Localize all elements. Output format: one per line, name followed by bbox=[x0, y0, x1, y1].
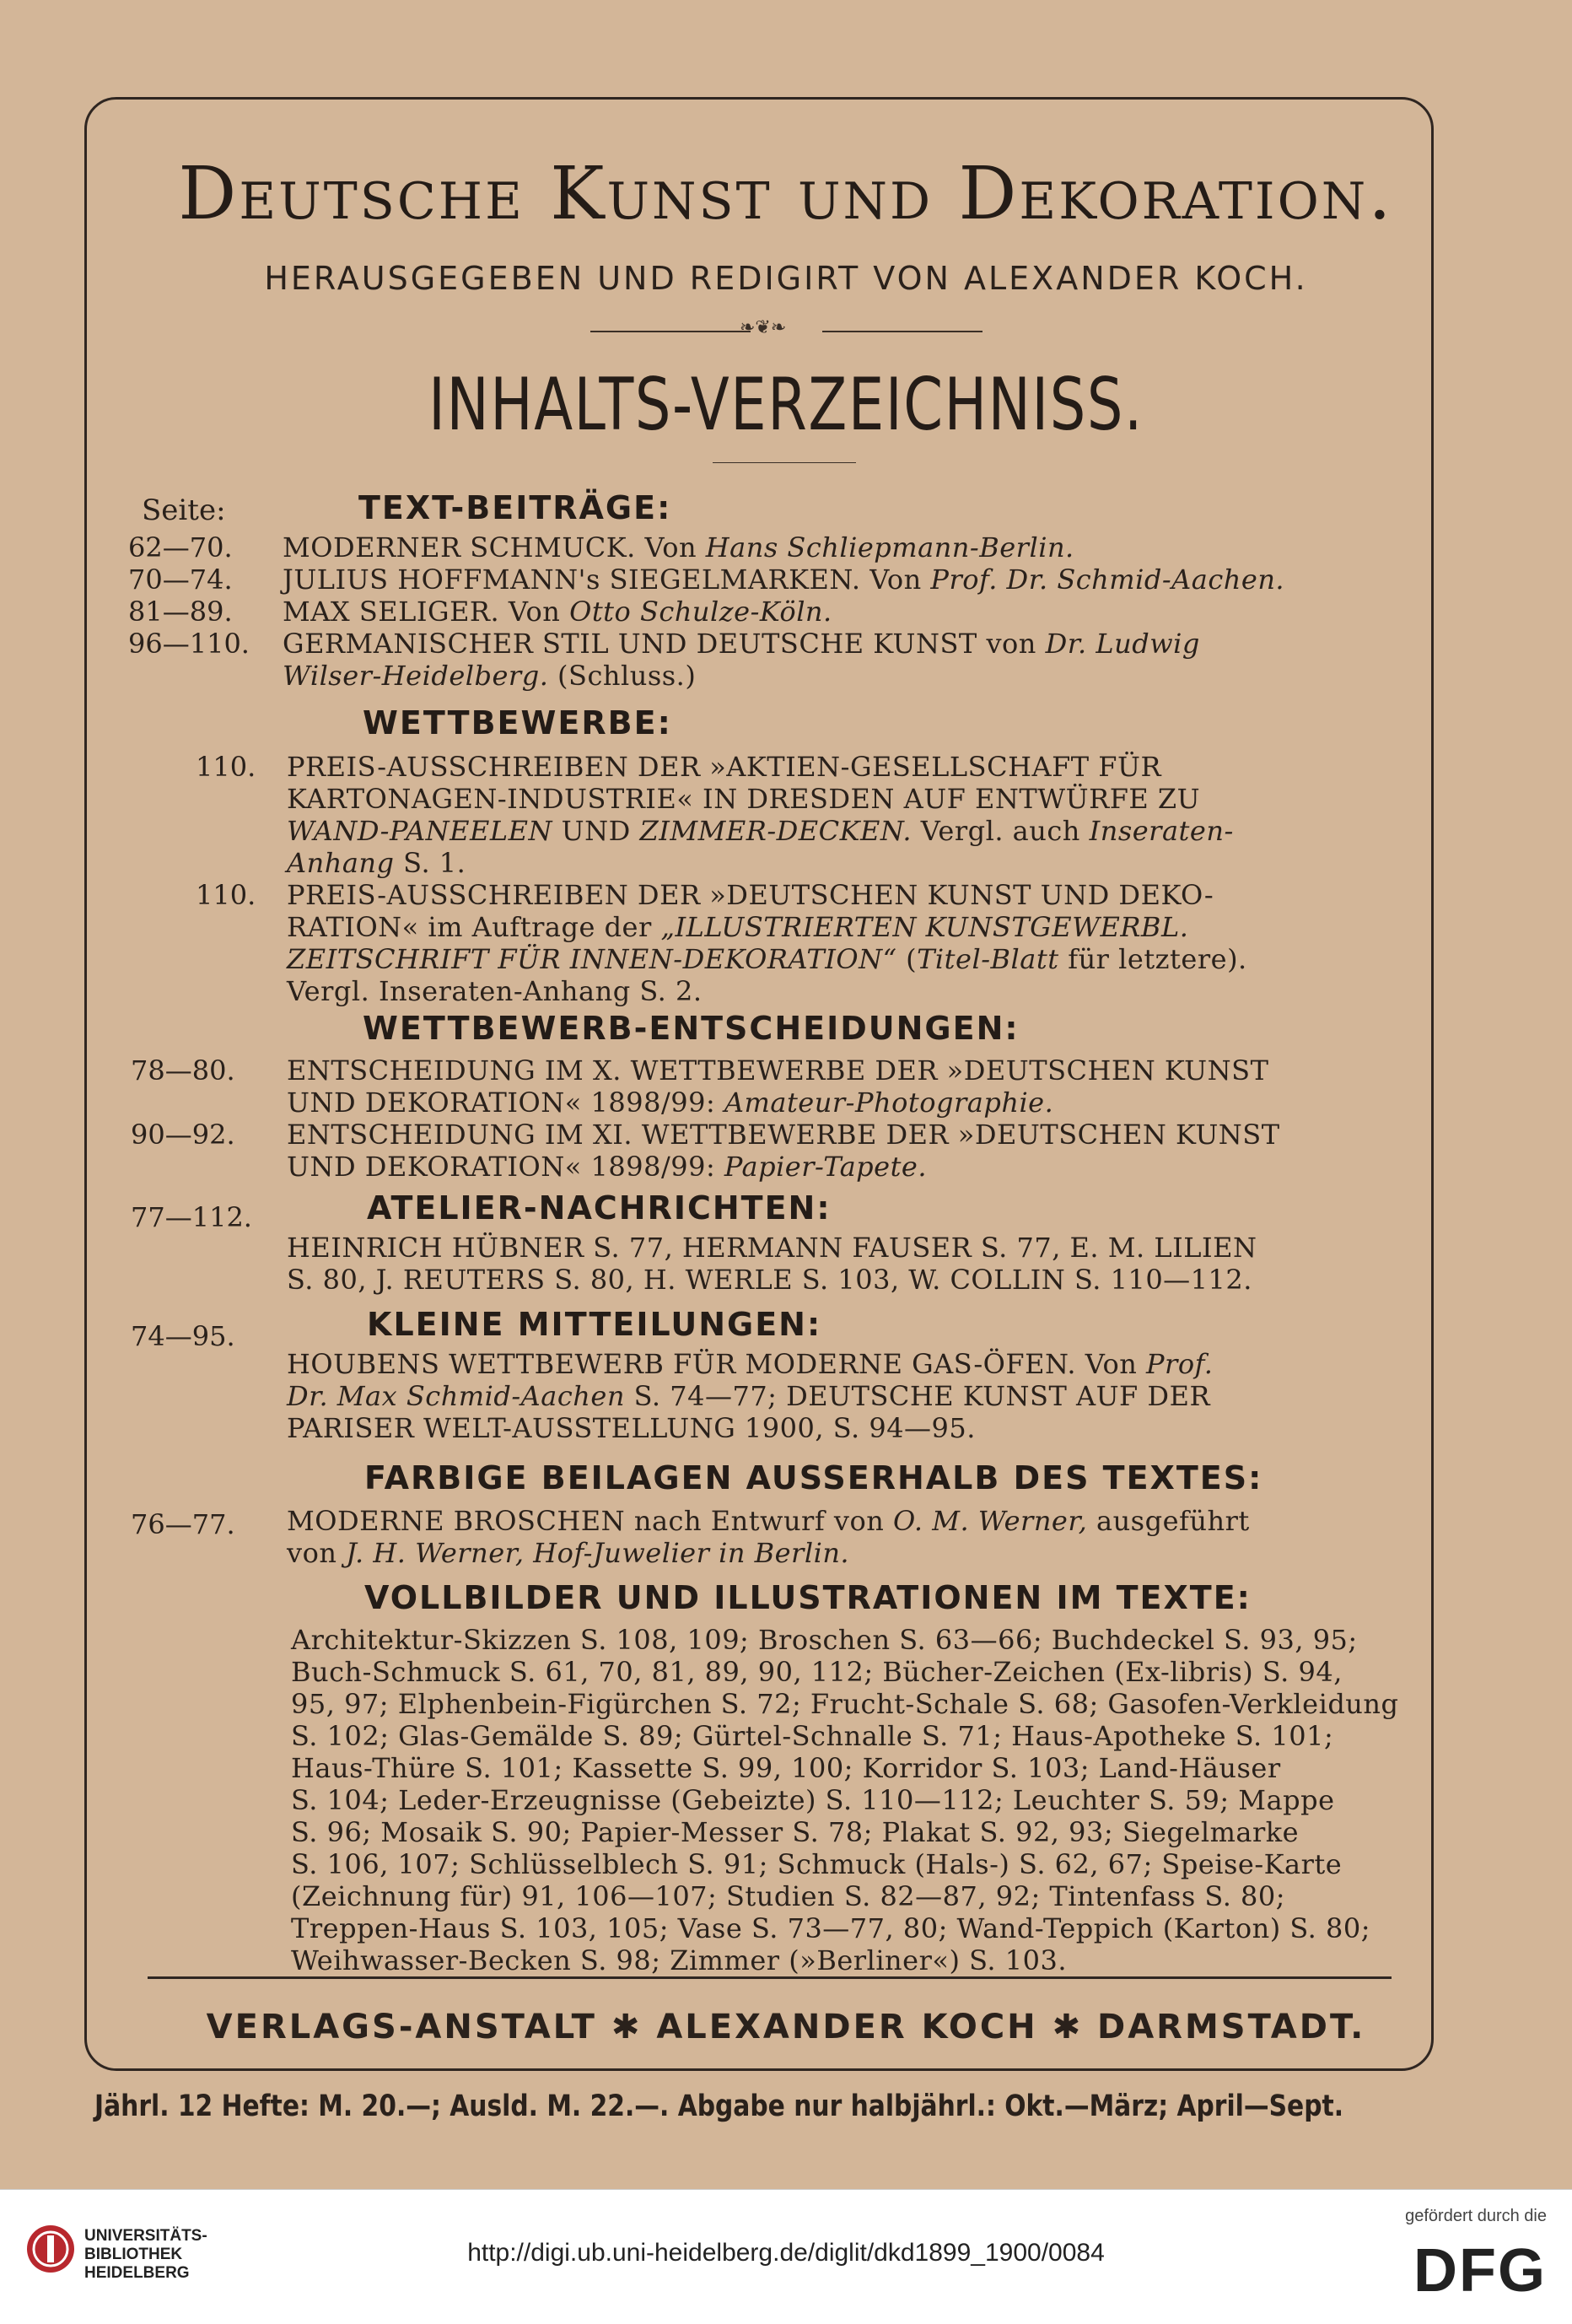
entry-page: 110. bbox=[196, 751, 256, 783]
price-line: Jährl. 12 Hefte: M. 20.—; Ausld. M. 22.—. Abgabe nur halbjährl.: Okt.—März; April—Sept. bbox=[94, 2089, 1344, 2123]
section-atelier: ATELIER-NACHRICHTEN: bbox=[367, 1189, 832, 1227]
entry-line: RATION« im Auftrage der „ILLUSTRIERTEN KUNSTGEWERBL. bbox=[287, 911, 1189, 943]
entry-line: von J. H. Werner, Hof-Juwelier in Berlin. bbox=[287, 1537, 850, 1569]
entry-line: PREIS-AUSSCHREIBEN DER »AKTIEN-GESELLSCHAFT FÜR bbox=[287, 751, 1162, 783]
source-url-link[interactable]: http://digi.ub.uni-heidelberg.de/diglit/dkd1899_1900/0084 bbox=[467, 2239, 1105, 2267]
ornament-small-rule bbox=[713, 462, 856, 463]
entry-line: UND DEKORATION« 1898/99: Papier-Tapete. bbox=[287, 1151, 928, 1183]
entry-page: 78—80. bbox=[131, 1054, 235, 1087]
entry-line: Anhang S. 1. bbox=[287, 847, 466, 879]
section-entscheidungen: WETTBEWERB-ENTSCHEIDUNGEN: bbox=[363, 1010, 1020, 1047]
entry-line: HEINRICH HÜBNER S. 77, HERMANN FAUSER S. 77, E. M. LILIEN bbox=[287, 1232, 1257, 1264]
entry-line: ENTSCHEIDUNG IM XI. WETTBEWERBE DER »DEUTSCHEN KUNST bbox=[287, 1119, 1280, 1151]
entry-page: 76—77. bbox=[131, 1508, 235, 1540]
entry-page: 74—95. bbox=[131, 1320, 235, 1352]
entry-page: 96—110. bbox=[128, 628, 250, 660]
vollbilder-line: Treppen-Haus S. 103, 105; Vase S. 73—77, 80; Wand-Teppich (Karton) S. 80; bbox=[291, 1912, 1370, 1944]
masthead-title: Deutsche Kunst und Dekoration. bbox=[178, 152, 1394, 236]
entry-page: 77—112. bbox=[131, 1201, 252, 1233]
vollbilder-line: (Zeichnung für) 91, 106—107; Studien S. 82—87, 92; Tintenfass S. 80; bbox=[291, 1880, 1286, 1912]
section-vollbilder: VOLLBILDER UND ILLUSTRATIONEN IM TEXTE: bbox=[364, 1579, 1252, 1616]
library-name: UNIVERSITÄTS- BIBLIOTHEK HEIDELBERG bbox=[84, 2227, 207, 2282]
index-title: INHALTS-VERZEICHNISS. bbox=[428, 363, 1144, 447]
dfg-logo: DFG bbox=[1413, 2237, 1547, 2305]
entry-page: 110. bbox=[196, 879, 256, 911]
entry-line: MAX SELIGER. Von Otto Schulze-Köln. bbox=[283, 596, 832, 628]
entry-line: Dr. Max Schmid-Aachen S. 74—77; DEUTSCHE KUNST AUF DER bbox=[287, 1380, 1211, 1412]
vollbilder-line: Weihwasser-Becken S. 98; Zimmer (»Berliner«) S. 103. bbox=[291, 1944, 1067, 1976]
entry-line: Wilser-Heidelberg. (Schluss.) bbox=[283, 660, 697, 692]
entry-line: ENTSCHEIDUNG IM X. WETTBEWERBE DER »DEUTSCHEN KUNST bbox=[287, 1054, 1269, 1087]
digitization-footer bbox=[0, 2189, 1572, 2324]
entry-line: MODERNE BROSCHEN nach Entwurf von O. M. Werner, ausgeführt bbox=[287, 1505, 1250, 1537]
section-kleine: KLEINE MITTEILUNGEN: bbox=[367, 1306, 822, 1343]
vollbilder-line: S. 102; Glas-Gemälde S. 89; Gürtel-Schnalle S. 71; Haus-Apotheke S. 101; bbox=[291, 1720, 1334, 1752]
ornament-rule-right bbox=[822, 331, 983, 332]
entry-page: 62—70. bbox=[128, 531, 233, 563]
entry-page: 81—89. bbox=[128, 596, 233, 628]
ornament-rule-left bbox=[590, 331, 751, 332]
entry-page: 70—74. bbox=[128, 563, 233, 596]
vollbilder-line: Haus-Thüre S. 101; Kassette S. 99, 100; Korridor S. 103; Land-Häuser bbox=[291, 1752, 1281, 1784]
publisher-line: VERLAGS-ANSTALT ✱ ALEXANDER KOCH ✱ DARMSTADT. bbox=[206, 2008, 1366, 2046]
vollbilder-line: S. 104; Leder-Erzeugnisse (Gebeizte) S. 110—112; Leuchter S. 59; Mappe bbox=[291, 1784, 1335, 1816]
vollbilder-line: S. 96; Mosaik S. 90; Papier-Messer S. 78; Plakat S. 92, 93; Siegelmarke bbox=[291, 1816, 1300, 1848]
entry-line: KARTONAGEN-INDUSTRIE« IN DRESDEN AUF ENTWÜRFE ZU bbox=[287, 783, 1201, 815]
funding-note: gefördert durch die bbox=[1405, 2207, 1547, 2225]
section-farbige: FARBIGE BEILAGEN AUSSERHALB DES TEXTES: bbox=[364, 1459, 1263, 1496]
entry-line: S. 80, J. REUTERS S. 80, H. WERLE S. 103, W. COLLIN S. 110—112. bbox=[287, 1264, 1252, 1296]
vollbilder-line: Buch-Schmuck S. 61, 70, 81, 89, 90, 112; Bücher-Zeichen (Ex-libris) S. 94, bbox=[291, 1656, 1343, 1688]
entry-line: Vergl. Inseraten-Anhang S. 2. bbox=[287, 975, 703, 1007]
bottom-rule bbox=[148, 1976, 1392, 1979]
entry-line: HOUBENS WETTBEWERB FÜR MODERNE GAS-ÖFEN. Von Prof. bbox=[287, 1348, 1214, 1380]
entry-line: GERMANISCHER STIL UND DEUTSCHE KUNST von Dr. Ludwig bbox=[283, 628, 1200, 660]
entry-line: PARISER WELT-AUSSTELLUNG 1900, S. 94—95. bbox=[287, 1412, 976, 1444]
section-text-beitraege: TEXT-BEITRÄGE: bbox=[358, 489, 672, 526]
vollbilder-line: 95, 97; Elphenbein-Figürchen S. 72; Frucht-Schale S. 68; Gasofen-Verkleidung bbox=[291, 1688, 1399, 1720]
entry-line: MODERNER SCHMUCK. Von Hans Schliepmann-Berlin. bbox=[283, 531, 1074, 563]
entry-line: ZEITSCHRIFT FÜR INNEN-DEKORATION“ (Titel-Blatt für letztere). bbox=[287, 943, 1247, 975]
entry-line: JULIUS HOFFMANN's SIEGELMARKEN. Von Prof. Dr. Schmid-Aachen. bbox=[283, 563, 1285, 596]
ornament-icon: ❧❦❧ bbox=[740, 317, 787, 338]
entry-page: 90—92. bbox=[131, 1119, 235, 1151]
entry-line: PREIS-AUSSCHREIBEN DER »DEUTSCHEN KUNST UND DEKO- bbox=[287, 879, 1214, 911]
seite-label: Seite: bbox=[142, 493, 226, 527]
vollbilder-line: S. 106, 107; Schlüsselblech S. 91; Schmuck (Hals-) S. 62, 67; Speise-Karte bbox=[291, 1848, 1343, 1880]
entry-line: WAND-PANEELEN UND ZIMMER-DECKEN. Vergl. auch Inseraten- bbox=[287, 815, 1234, 847]
section-wettbewerbe: WETTBEWERBE: bbox=[363, 704, 672, 741]
entry-line: UND DEKORATION« 1898/99: Amateur-Photographie. bbox=[287, 1087, 1054, 1119]
masthead-subtitle: HERAUSGEGEBEN UND REDIGIRT VON ALEXANDER KOCH. bbox=[264, 260, 1308, 297]
vollbilder-line: Architektur-Skizzen S. 108, 109; Broschen S. 63—66; Buchdeckel S. 93, 95; bbox=[291, 1624, 1358, 1656]
